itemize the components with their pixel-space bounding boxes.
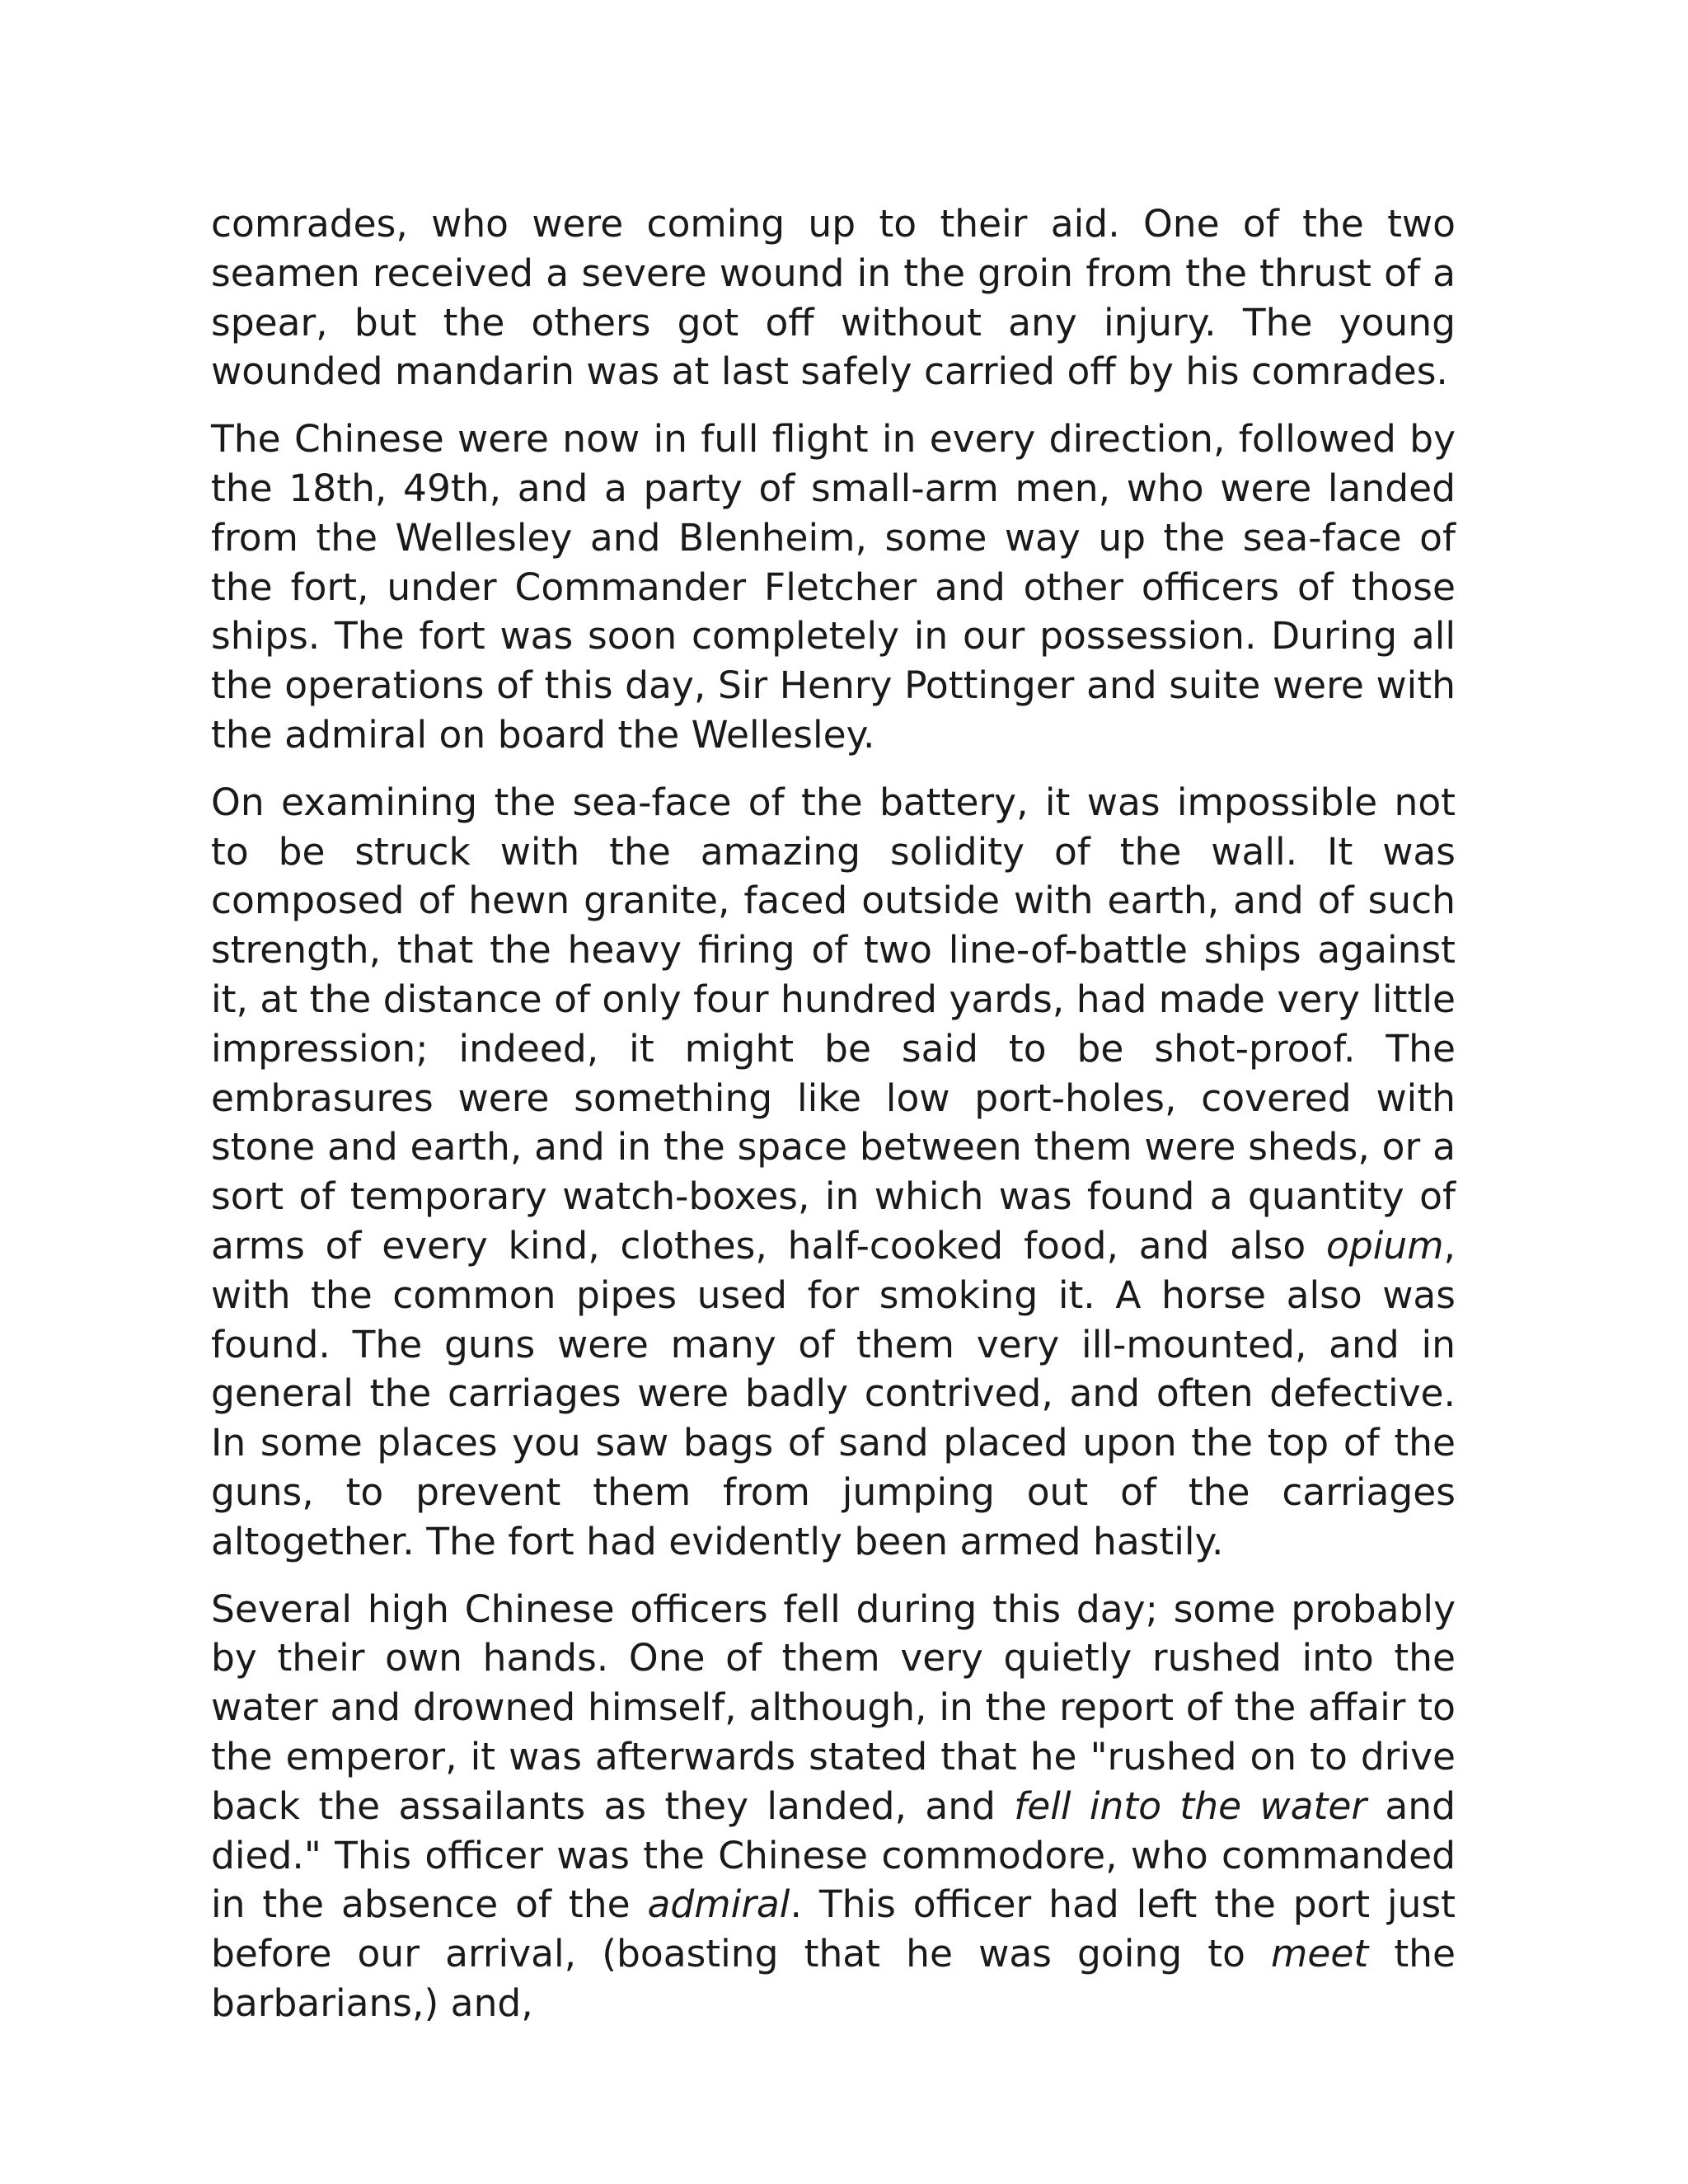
italic-text: admiral <box>647 1882 790 1927</box>
text-segment: The Chinese were now in full flight in every direction, followed by the 18th, 49th, and a party of small-arm men, who were landed from the Wellesley and Blenheim, some way up the sea-face of the fort, under Commander Fletcher and other officers of those ships. The fort was soon completely in our possession. During all the operations of this day, Sir Henry Pottinger and suite were with the admiral on board the Wellesley. <box>211 417 1456 757</box>
paragraph-2 <box>211 415 1456 760</box>
text-segment: , with the common pipes used for smoking it. A horse also was found. The guns were many of them very ill-mounted, and in general the carriages were badly contrived, and often defective. In some places you saw bags of sand placed upon the top of the guns, to prevent them from jumping out of the carriages altogether. The fort had evidently been armed hastily. <box>211 1223 1456 1563</box>
italic-text: meet <box>1271 1932 1369 1976</box>
text-segment: and died." This officer was the Chinese commodore, who commanded in the absence of the <box>211 1783 1456 1927</box>
italic-text: opium <box>1326 1223 1444 1268</box>
document-page <box>211 199 1456 2046</box>
paragraph-4 <box>211 1585 1456 2028</box>
paragraph-1 <box>211 199 1456 396</box>
text-segment: . This officer had left the port just before our arrival, (boasting that he was going to <box>211 1882 1456 1976</box>
italic-text: fell into the water <box>1014 1783 1367 1828</box>
paragraph-3 <box>211 778 1456 1567</box>
text-segment: comrades, who were coming up to their aid. One of the two seamen received a severe wound in the groin from the thrust of a spear, but the others got off without any injury. The young wounded mandarin was at last safely carried off by his comrades. <box>211 202 1456 394</box>
text-segment: On examining the sea-face of the battery, it was impossible not to be struck with the amazing solidity of the wall. It was composed of hewn granite, faced outside with earth, and of such strength, that the heavy firing of two line-of-battle ships against it, at the distance of only four hundred yards, had made very little impression; indeed, it might be said to be shot-proof. The embrasures were something like low port-holes, covered with stone and earth, and in the space between them were sheds, or a sort of temporary watch-boxes, in which was found a quantity of arms of every kind, clothes, half-cooked food, and also <box>211 780 1456 1268</box>
text-segment: the barbarians,) and, <box>211 1932 1456 2025</box>
text-segment: Several high Chinese officers fell during this day; some probably by their own hands. One of them very quietly rushed into the water and drowned himself, although, in the report of the affair to the emperor, it was afterwards stated that he "rushed on to drive back the assailants as they landed, and <box>211 1586 1456 1828</box>
